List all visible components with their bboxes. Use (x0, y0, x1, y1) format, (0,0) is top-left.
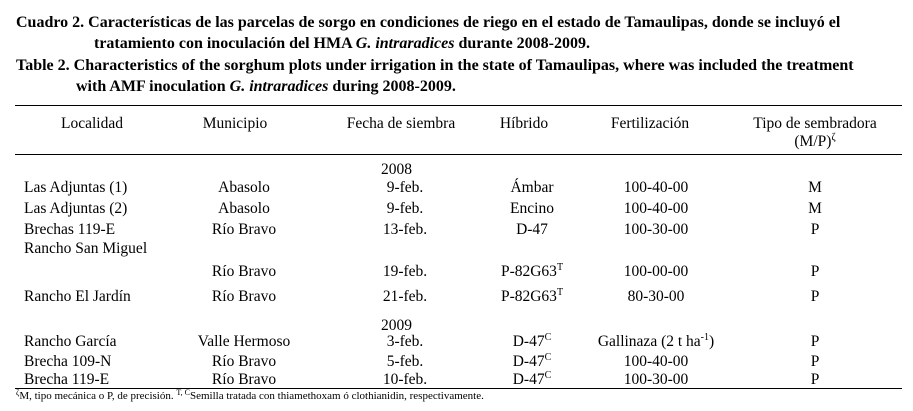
table-bottom-rule (15, 388, 902, 389)
cell-tipo: M (808, 179, 822, 196)
caption-en-line1 (16, 57, 854, 75)
cell-fecha: 21-feb. (382, 288, 428, 305)
cell-fertilizacion: 80-30-00 (627, 288, 685, 305)
cell-localidad: Las Adjuntas (1) (24, 179, 128, 196)
cell-fertilizacion: 100-00-00 (623, 263, 689, 280)
header-fecha: Fecha de siembra (346, 115, 456, 132)
cell-fecha: 5-feb. (386, 353, 424, 370)
cell-fecha: 9-feb. (386, 179, 424, 196)
cell-hibrido: Encino (510, 200, 554, 217)
cell-tipo: P (810, 353, 820, 370)
cell-hibrido: $D-47^C$ (512, 352, 552, 370)
cell-fecha: 10-feb. (382, 371, 428, 388)
cell-municipio: Río Bravo (211, 263, 277, 280)
cell-tipo: P (810, 263, 820, 280)
cell-localidad: Brechas 119-E (24, 221, 116, 238)
cell-municipio: Abasolo (218, 179, 270, 196)
cell-tipo: P (810, 333, 820, 350)
caption-en-label: Table 2. (16, 57, 70, 74)
cell-municipio: Río Bravo (211, 288, 277, 305)
table-footnote: $^\zeta$M, tipo mecánica o P, de precisión. $^{T, C}$Semilla tratada con thiamethoxam ó clothianidin, respectivamente. (16, 388, 484, 402)
cell-fecha: 3-feb. (386, 333, 424, 350)
cell-municipio: Abasolo (218, 200, 270, 217)
cell-fertilizacion: 100-40-00 (623, 200, 689, 217)
caption-es-line2: tratamiento con inoculación del HMA G. intraradices durante 2008-2009. (94, 35, 590, 52)
cell-localidad: Rancho García (24, 333, 117, 350)
header-municipio: Municipio (202, 115, 268, 132)
caption-es-label: Cuadro 2. (16, 14, 85, 31)
cell-localidad: Brecha 119-E (24, 371, 110, 388)
cell-hibrido: Ámbar (510, 179, 554, 196)
header-localidad: Localidad (61, 115, 123, 132)
cell-fecha: 13-feb. (382, 221, 428, 238)
header-fertilizacion: Fertilización (610, 115, 690, 132)
year-label: 2008 (381, 161, 412, 178)
cell-tipo: P (810, 221, 820, 238)
cell-fecha: 9-feb. (386, 200, 424, 217)
cell-municipio: Río Bravo (211, 221, 277, 238)
year-label: 2009 (381, 317, 412, 334)
table-header-rule (15, 154, 902, 155)
cell-localidad: Brecha 109-N (24, 353, 112, 370)
cell-municipio: Río Bravo (211, 353, 277, 370)
cell-localidad: Rancho San Miguel (24, 240, 148, 257)
cell-tipo: P (810, 371, 820, 388)
cell-hibrido: $D-47^C$ (512, 370, 552, 388)
cell-hibrido: D-47 (516, 221, 548, 238)
cell-localidad: Rancho El Jardín (24, 288, 131, 305)
cell-fertilizacion: 100-40-00 (623, 353, 689, 370)
header-hibrido: Híbrido (499, 115, 549, 132)
cell-fertilizacion: 100-40-00 (623, 179, 689, 196)
cell-localidad: Las Adjuntas (2) (24, 200, 128, 217)
cell-fertilizacion: Gallinaza (2 t $ha^{-1}$) (597, 332, 715, 350)
cell-tipo: P (810, 288, 820, 305)
cell-fecha: 19-feb. (382, 263, 428, 280)
cell-tipo: M (808, 200, 822, 217)
caption-es-text: Características de las parcelas de sorgo en condiciones de riego en el estado de Tamaulipas, donde se incluyó el (88, 14, 841, 31)
caption-en-line2: with AMF inoculation G. intraradices during 2008-2009. (76, 78, 456, 95)
caption-en-text: Characteristics of the sorghum plots under irrigation in the state of Tamaulipas, where was included the treatment (73, 57, 854, 74)
cell-hibrido: $P-82G63^T$ (500, 262, 564, 280)
cell-fertilizacion: 100-30-00 (623, 221, 689, 238)
header-tipo: Tipo de sembradora $(M/P)^\zeta$ (753, 115, 877, 150)
table-top-rule (15, 105, 902, 106)
cell-hibrido: $D-47^C$ (512, 332, 552, 350)
cell-hibrido: $P-82G63^T$ (500, 287, 564, 305)
cell-municipio: Valle Hermoso (197, 333, 291, 350)
caption-es-line1 (16, 14, 840, 32)
cell-fertilizacion: 100-30-00 (623, 371, 689, 388)
cell-municipio: Río Bravo (211, 371, 277, 388)
